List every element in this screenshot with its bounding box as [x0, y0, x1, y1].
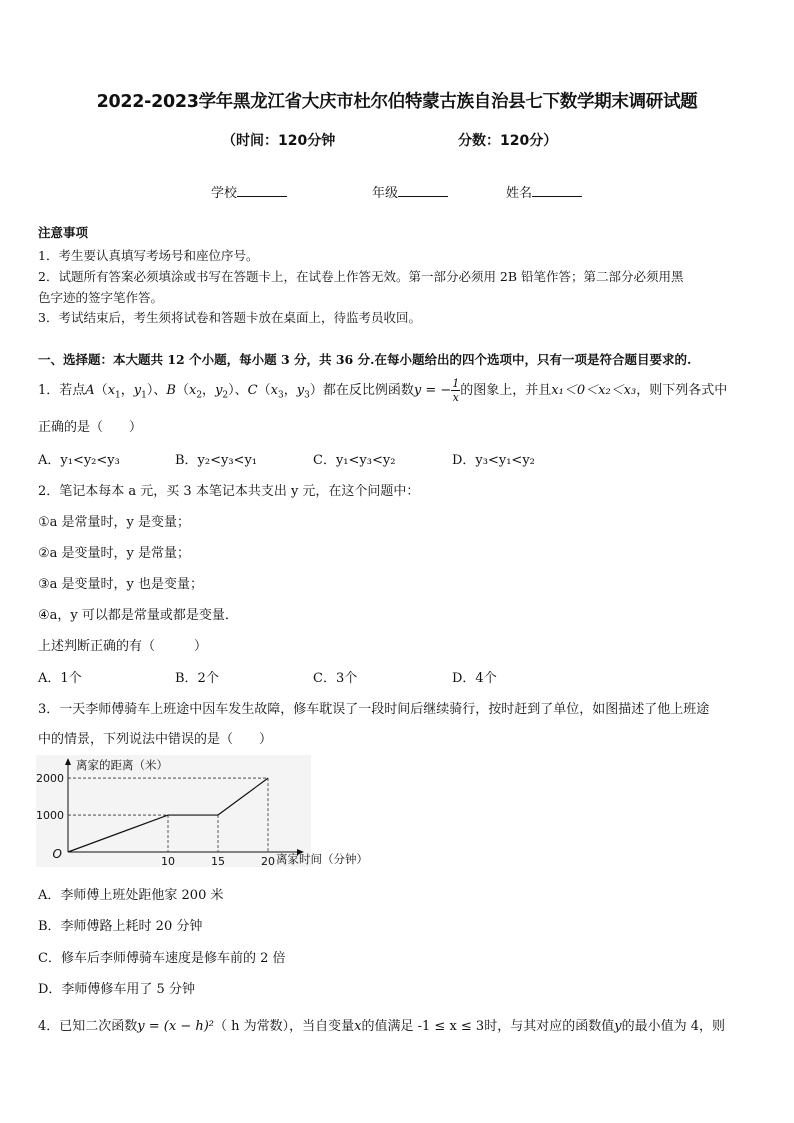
q2-option-c[interactable]: C．3个 [313, 671, 358, 686]
notice-item: 3．考试结束后，考生须将试卷和答题卡放在桌面上，待监考员收回。 [38, 310, 421, 325]
q3-option-c[interactable]: C．修车后李师傅骑车速度是修车前的 2 倍 [38, 951, 286, 966]
statement-3: ③a 是变量时，y 也是变量； [38, 577, 204, 592]
school-blank[interactable] [237, 184, 287, 197]
question-1-stem: 1．若点$A(x_1$，$y_1$）、$B(x_2$，$y_2$）、$C(x_3$，$y_3$）都在反比例函数y = − $\frac{1}{x}$ 的图象上，并且x₁＜0＜x₂＜x₃，则下列各式中 [38, 377, 728, 404]
q1-option-c[interactable]: C．y₁<y₃<y₂ [313, 453, 396, 468]
grade-blank[interactable] [398, 184, 448, 197]
question-1-ask: 正确的是（ ） [38, 420, 143, 435]
notice-item: 色字迹的签字笔作答。 [38, 290, 164, 305]
notice-item: 1．考生要认真填写考场号和座位序号。 [38, 248, 259, 263]
q3-option-b[interactable]: B．李师傅路上耗时 20 分钟 [38, 919, 203, 934]
x-tick-label: 20 [261, 855, 275, 868]
name-blank[interactable] [532, 184, 582, 197]
question-2-stem: 2．笔记本每本 a 元，买 3 本笔记本共支出 y 元，在这个问题中： [38, 484, 420, 499]
y-tick-label: 1000 [36, 809, 64, 823]
x-axis-label: 离家时间（分钟） [276, 852, 368, 866]
statement-1: ①a 是常量时，y 是变量； [38, 515, 191, 530]
school-field[interactable] [211, 182, 287, 201]
question-4-stem: 4．已知二次函数y = (x − h)²（ h 为常数），当自变量x的值满足 -1 ≤ x ≤ 3时，与其对应的函数值y的最小值为 4，则 [38, 1019, 725, 1034]
distance-time-chart [36, 755, 368, 875]
school-label: 学校 [211, 186, 238, 201]
name-field[interactable] [506, 182, 582, 201]
q1-option-d[interactable]: D．y₃<y₁<y₂ [452, 453, 535, 468]
q2-option-a[interactable]: A．1个 [38, 671, 82, 686]
statement-2: ②a 是变量时，y 是常量； [38, 546, 191, 561]
question-3-stem-line1: 3．一天李师傅骑车上班途中因车发生故障，修车耽误了一段时间后继续骑行，按时赶到了单位，如图描述了他上班途 [38, 702, 710, 717]
origin-label: O [52, 847, 62, 861]
q3-option-d[interactable]: D．李师傅修车用了 5 分钟 [38, 982, 195, 997]
q1-option-b[interactable]: B．y₂<y₃<y₁ [175, 453, 258, 468]
statement-4: ④a，y 可以都是常量或都是变量． [38, 608, 238, 623]
score-label: 分数：120分） [458, 133, 558, 149]
notice-title: 注意事项 [38, 225, 89, 240]
y-axis-label: 离家的距离（米） [76, 758, 168, 772]
q2-option-b[interactable]: B．2个 [175, 671, 219, 686]
page-title: 2022-2023学年黑龙江省大庆市杜尔伯特蒙古族自治县七下数学期末调研试题 [96, 92, 698, 112]
section-heading: 一、选择题：本大题共 12 个小题，每小题 3 分，共 36 分.在每小题给出的四个选项中，只有一项是符合题目要求的. [38, 352, 692, 367]
notice-item: 2．试题所有答案必须填涂或书写在答题卡上，在试卷上作答无效。第一部分必须用 2B 铅笔作答；第二部分必须用黑 [38, 269, 684, 284]
q1-option-a[interactable]: A．y₁<y₂<y₃ [38, 453, 120, 468]
x-tick-label: 10 [161, 855, 175, 868]
grade-label: 年级 [372, 186, 399, 201]
q3-option-a[interactable]: A．李师傅上班处距他家 200 米 [38, 888, 224, 903]
x-tick-label: 15 [211, 855, 225, 868]
fraction: $\frac{1}{x}$ [452, 377, 460, 404]
q2-option-d[interactable]: D．4个 [452, 671, 497, 686]
time-label: （时间：120分钟 [222, 133, 336, 149]
y-tick-label: 2000 [36, 772, 64, 786]
name-label: 姓名 [506, 186, 533, 201]
grade-field[interactable] [372, 182, 448, 201]
question-3-stem-line2: 中的情景，下列说法中错误的是（ ） [38, 732, 273, 747]
question-2-ask: 上述判断正确的有（ ） [38, 639, 208, 654]
